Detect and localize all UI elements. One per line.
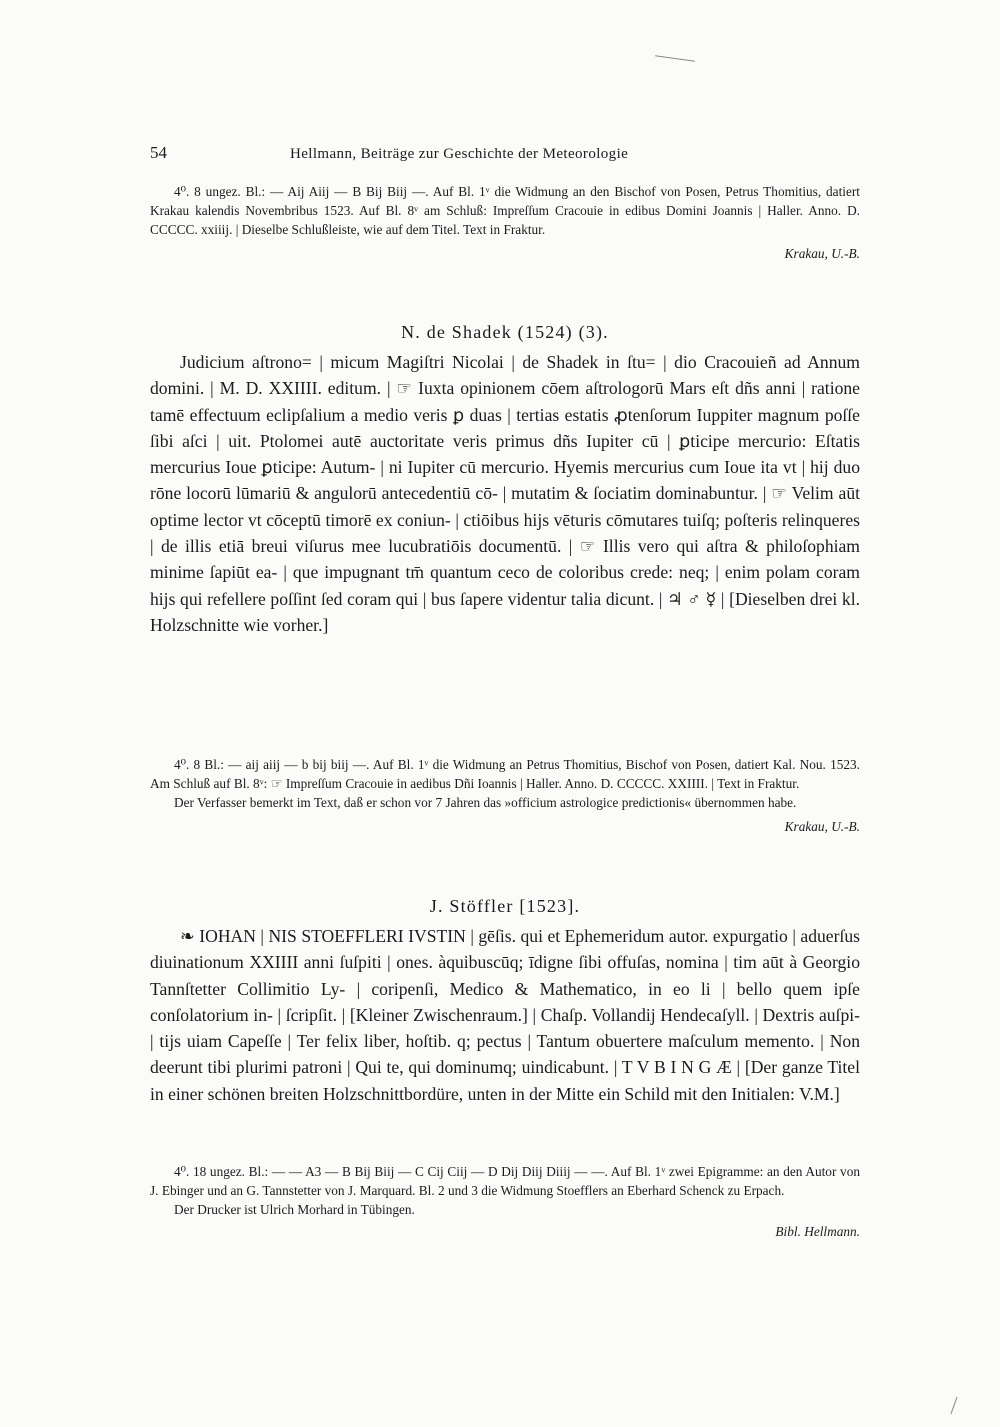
scan-edge-mark — [950, 1397, 957, 1414]
entry-2-title-block — [150, 349, 860, 638]
running-title: Hellmann, Beiträge zur Geschichte der Meteorologie — [290, 146, 629, 162]
entry-3-title-block — [150, 923, 860, 1107]
entry-3-location: Bibl. Hellmann. — [775, 1223, 860, 1239]
entry-1 — [150, 182, 860, 262]
entry-2 — [150, 322, 860, 638]
entry-2-location: Krakau, U.-B. — [784, 818, 860, 834]
entry-3-heading: J. Stöffler [1523]. — [429, 896, 581, 916]
entry-2-remark: Der Verfasser bemerkt im Text, daß er schon vor 7 Jahren das »officium astrologice predictionis« übernommen habe. — [174, 795, 797, 811]
entry-3-description: 4⁰. 18 ungez. Bl.: — — A3 — B Bij Biij — C Cij Ciij — D Dij Diij Diiij — —. Auf Bl. 1ᵛ zwei Epigramme: an den Autor von J. Ebinger und an G. Tannstetter von J. Marquard. Bl. 2 und 3 die Widmung Stoefflers an Eberhard Schenck zu Erpach. — [150, 1164, 860, 1199]
entry-1-location: Krakau, U.-B. — [784, 245, 860, 261]
entry-3-notes — [150, 1162, 860, 1240]
page-number: 54 — [150, 143, 167, 162]
entry-3 — [150, 896, 860, 1107]
entry-3-remark: Der Drucker ist Ulrich Morhard in Tübingen. — [174, 1202, 415, 1218]
entry-1-description: 4⁰. 8 ungez. Bl.: — Aij Aiij — B Bij Biij —. Auf Bl. 1ᵛ die Widmung an den Bischof von Posen, Petrus Thomitius, datiert Krakau kalendis Novembribus 1523. Auf Bl. 8ᵛ am Schluß: Impreſſum Cracouie in edibus Domini Joannis | Haller. Anno. D. CCCCC. xxiiij. | Dieselbe Schlußleiste, wie auf dem Titel. Text in Fraktur. — [150, 184, 860, 238]
entry-2-heading: N. de Shadek (1524) (3). — [401, 322, 609, 342]
scan-mark — [655, 55, 695, 62]
entry-3-title: ❧ IOHAN | NIS STOEFFLERI IVSTIN | gēſis. qui et Ephemeridum autor. expurgatio | aduerſus diuinationum XXIIII anni ſuſpiti | ones. àquibuscūq; īdigne ſibi offuſas, nomina | tim aūt à Georgio Tannſtetter Collimitio Ly- | coripenſi, Medico & Mathematico, in eo li | bello quem ipſe conſolatorium in- | ſcripſit. | [Kleiner Zwischenraum.] | Chaſp. Vollandij Hendecaſyll. | Dextris auſpi- | tijs uiam Capeſſe | Ter felix liber, hoſtib. q; pectus | Tantum obuertere maſculum memento. | Non deerunt tibi plurimi patroni | Qui te, qui dominumq; uindicabunt. | T V B I N G Æ | [Der ganze Titel in einer schönen breiten Holzschnittbordüre, unten in der Mitte ein Schild mit den Initialen: V.M.] — [150, 926, 860, 1104]
entry-2-description: 4⁰. 8 Bl.: — aij aiij — b bij biij —. Auf Bl. 1ᵛ die Widmung an Petrus Thomitius, Bischof von Posen, datiert Kal. Nou. 1523. Am Schluß auf Bl. 8ᵛ: ☞ Impreſſum Cracouie in aedibus Dñi Ioannis | Haller. Anno. D. CCCCC. XXIIII. | Text in Fraktur. — [150, 757, 860, 792]
entry-2-notes — [150, 755, 860, 835]
entry-1-description-block — [150, 182, 860, 240]
entry-2-title: Judicium aſtrono= | micum Magiſtri Nicolai | de Shadek in ſtu= | dio Cracouieñ ad Annum domini. | M. D. XXIIII. editum. | ☞ Iuxta opinionem cōem aſtrologorū Mars eſt dñs anni | ratione tamē effectuum eclipſalium a medio veris ꝑ duas | tertias estatis ꝓtenſorum Iuppiter magnum poſſe ſibi aſci | uit. Ptolomei autē auctoritate veris primus dñs Iupiter cū | ꝑticipe mercurio: Eſtatis mercurius Ioue ꝑticipe: Autum- | ni Iupiter cū mercurio. Hyemis mercurius cum Ioue ita vt | hij duo rōne locorū lūmariū & angulorū antecedentiū cō- | mutatim & ſociatim dominabuntur. | ☞ Velim aūt optime lector vt cōceptū timorē ex coniun- | ctiōibus hijs vēturis cōmutares tuiſq; poſteris relinqueres | de illis etiā breui viſurus mee lucubratiōis documentū. | ☞ Illis vero qui aſtra & philoſophiam minime ſapiūt ea- | que impugnant tm̄ quantum ceco de coloribus crede: neq; | enim polam coram hijs qui refellere poſſint ſed coram qui | bus ſapere videntur talia dicunt. | ♃ ♂ ☿ | [Dieselben drei kl. Holzschnitte wie vorher.] — [150, 352, 860, 635]
